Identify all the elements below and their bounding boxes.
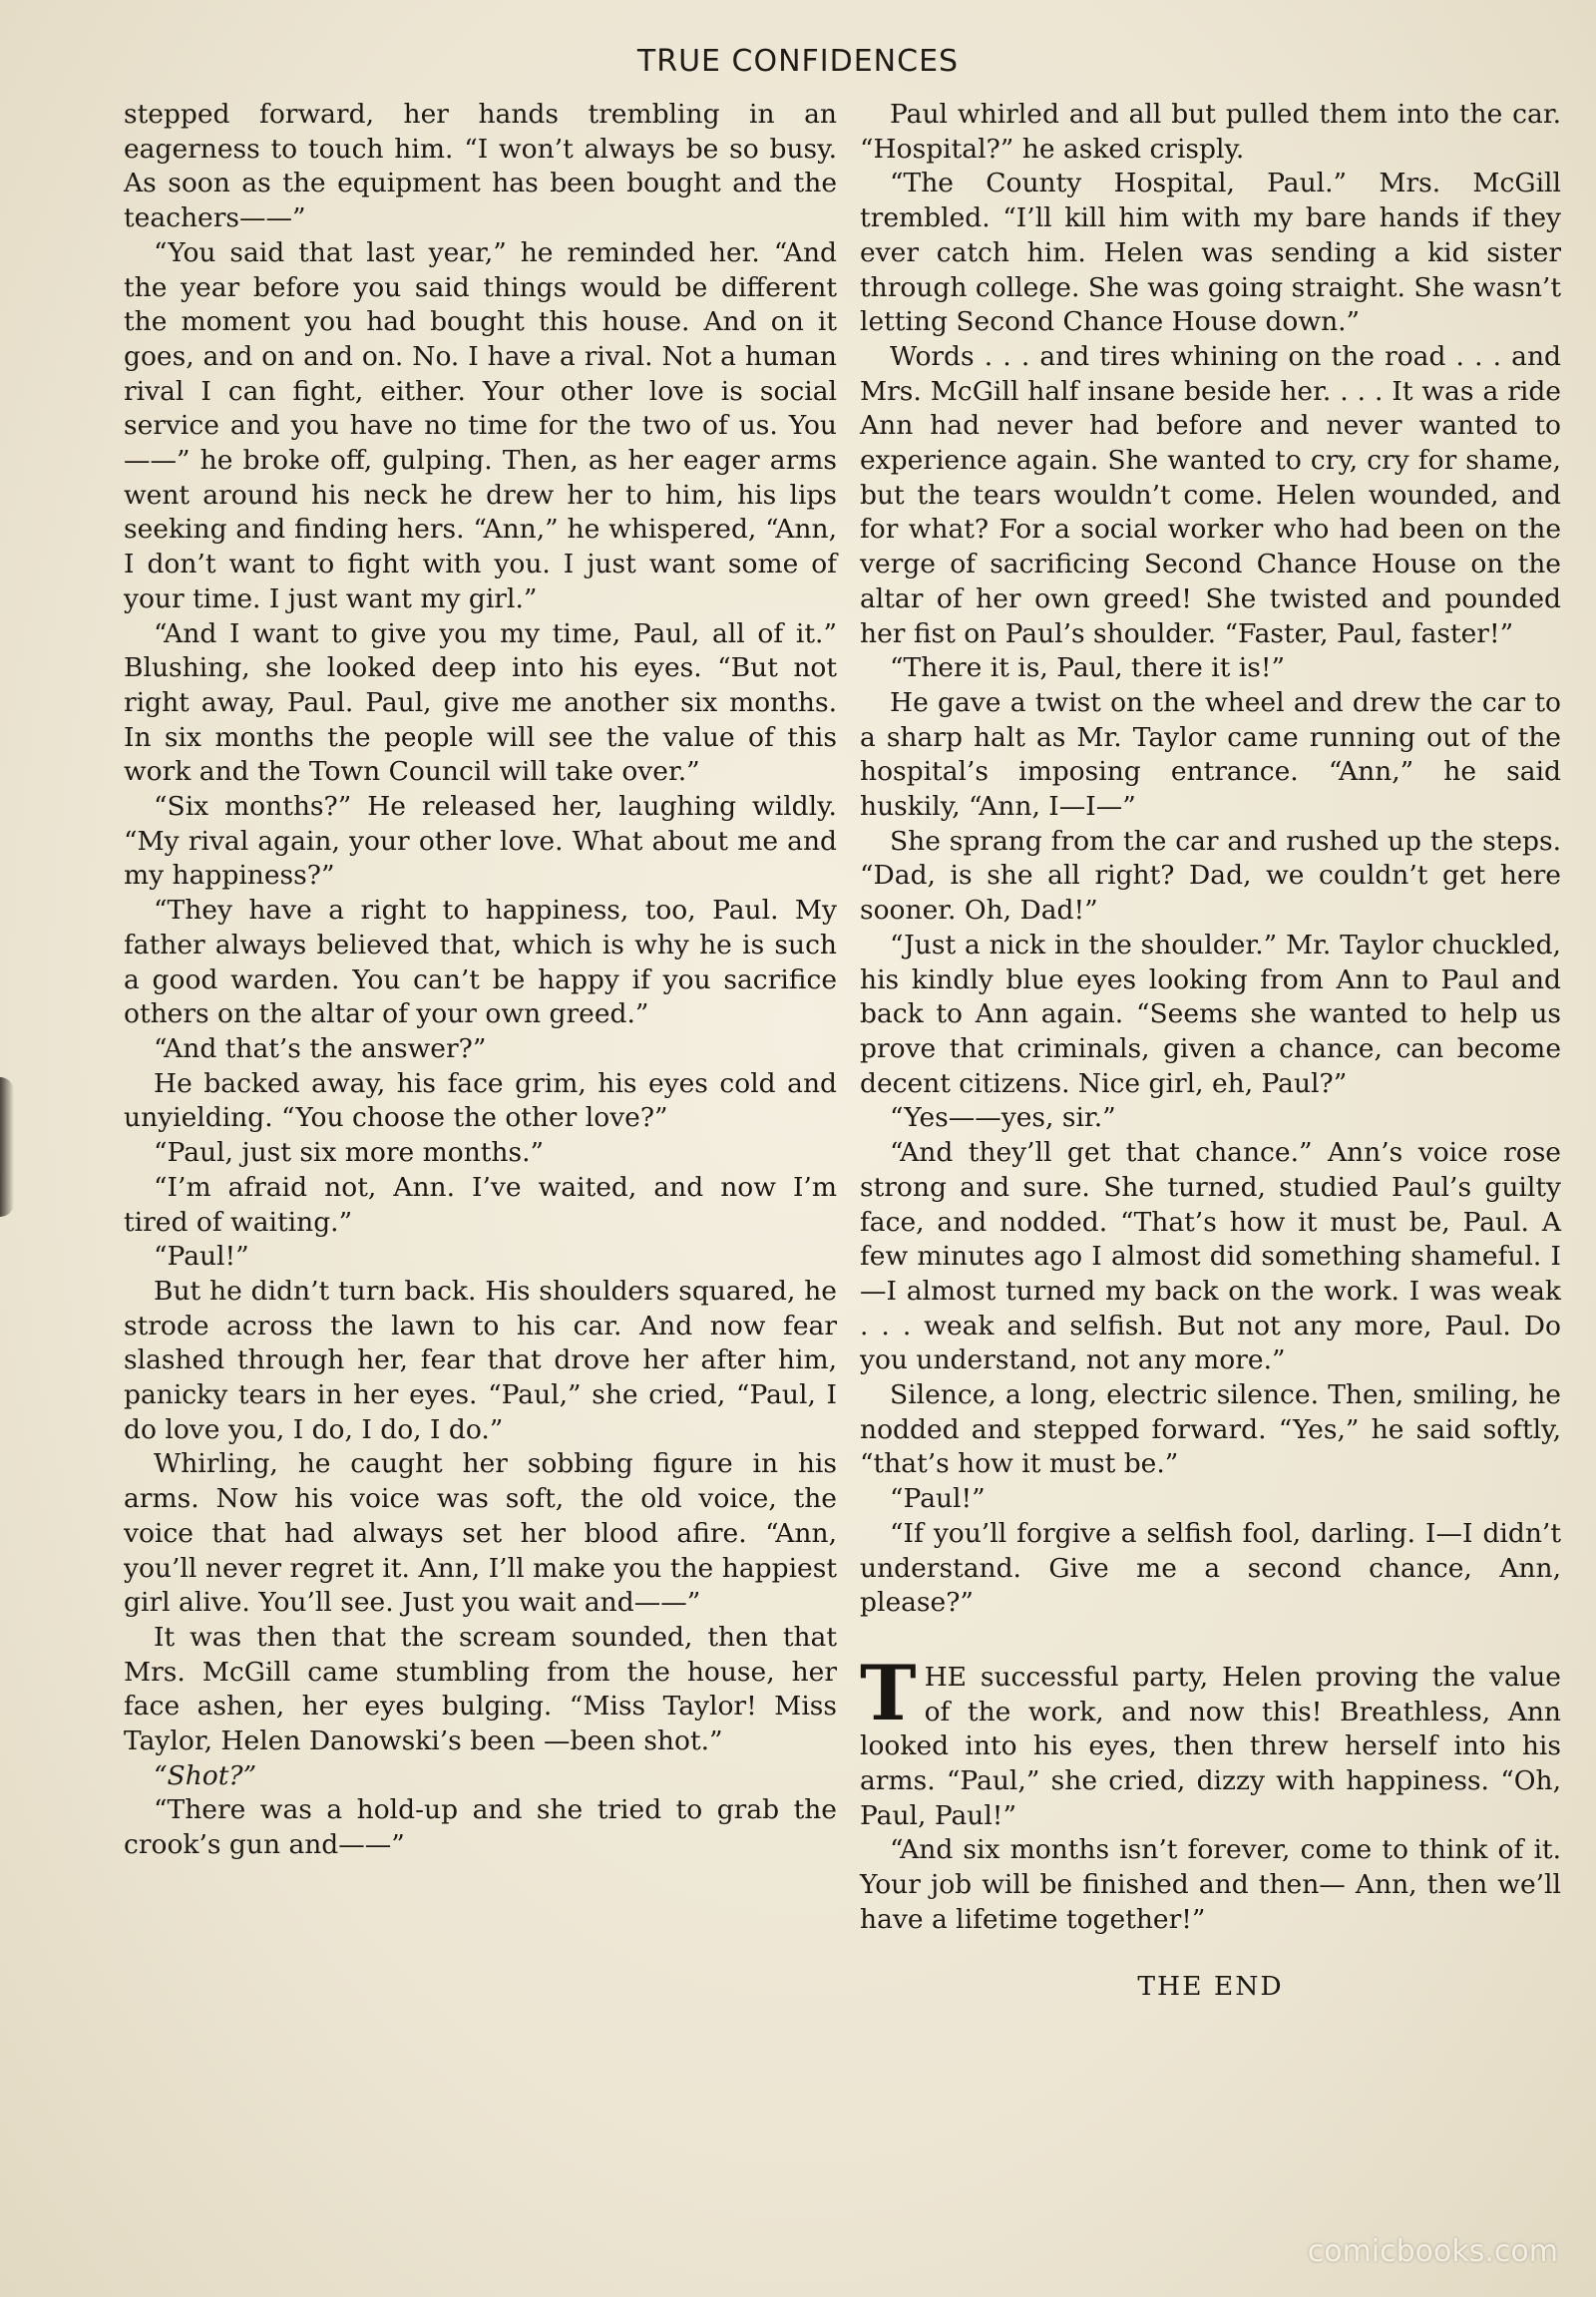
paragraph: Whirling, he caught her sobbing figure in his arms. Now his voice was soft, the old voice, the voice that had always set her blood afire. “Ann, you’ll never regret it. Ann, I’ll make you the happiest girl alive. You’ll see. Just you wait and——”	[124, 1448, 837, 1619]
paragraph: “And I want to give you my time, Paul, all of it.” Blushing, she looked deep into his eyes. “But not right away, Paul. Paul, give me another six months. In six months the people will see the value of this work and the Town Council will take over.”	[124, 617, 837, 788]
paragraph: She sprang from the car and rushed up the steps. “Dad, is she all right? Dad, we couldn’t get here sooner. Oh, Dad!”	[860, 825, 1561, 927]
paragraph: stepped forward, her hands trembling in an eagerness to touch him. “I won’t always be so busy. As soon as the equipment has been bought and the teachers——”	[124, 99, 837, 234]
dropcap-paragraph	[860, 1648, 1561, 1834]
right-column	[860, 98, 1561, 2004]
paragraph: “Paul!”	[154, 1241, 249, 1273]
paragraph: “Yes——yes, sir.”	[890, 1102, 1116, 1134]
closing-paragraph: “And six months isn’t forever, come to think of it. Your job will be finished and then— Ann, then we’ll have a lifetime together!”	[860, 1834, 1561, 1935]
paragraph: “There was a hold-up and she tried to grab the crook’s gun and——”	[124, 1794, 837, 1861]
paragraph: “Six months?” He released her, laughing wildly. “My rival again, your other love. What about me and my happiness?”	[124, 791, 837, 892]
paragraph: He backed away, his face grim, his eyes cold and unyielding. “You choose the other love?”	[124, 1067, 837, 1134]
paragraph: Words . . . and tires whining on the road . . . and Mrs. McGill half insane beside her. . . . It was a ride Ann had never had before and never wanted to experience again. She wanted to cry, cry for shame, but the tears wouldn’t come. Helen wounded, and for what? For a social worker who had been on the verge of sacrificing Second Chance House on the altar of her own greed! She twisted and pounded her fist on Paul’s shoulder. “Faster, Paul, faster!”	[860, 340, 1561, 649]
the-end-label: THE END	[1137, 1970, 1284, 2002]
paragraph: “The County Hospital, Paul.” Mrs. McGill trembled. “I’ll kill him with my bare hands if they ever catch him. Helen was sending a kid sister through college. She was going straight. She wasn’t letting Second Chance House down.”	[860, 168, 1561, 338]
paragraph: Silence, a long, electric silence. Then, smiling, he nodded and stepped forward. “Yes,” he said softly, “that’s how it must be.”	[860, 1379, 1561, 1480]
paragraph: Paul whirled and all but pulled them into the car. “Hospital?” he asked crisply.	[860, 99, 1561, 165]
paragraph: “Paul, just six more months.”	[154, 1137, 545, 1169]
paragraph: He gave a twist on the wheel and drew the car to a sharp halt as Mr. Taylor came running out of the hospital’s imposing entrance. “Ann,” he said huskily, “Ann, I—I—”	[860, 686, 1561, 823]
paragraph: “Just a nick in the shoulder.” Mr. Taylor chuckled, his kindly blue eyes looking from Ann to Paul and back to Ann again. “Seems she wanted to help us prove that criminals, given a chance, can become decent citizens. Nice girl, eh, Paul?”	[860, 929, 1561, 1099]
paragraph: “You said that last year,” he reminded her. “And the year before you said things would be different the moment you had bought this house. And on it goes, and on and on. No. I have a rival. Not a human rival I can fight, either. Your other love is social service and you have no time for the two of us. You——” he broke off, gulping. Then, as her eager arms went around his neck he drew her to him, his lips seeking and finding hers. “Ann,” he whispered, “Ann, I don’t want to fight with you. I just want some of your time. I just want my girl.”	[124, 236, 837, 614]
paragraph: “There it is, Paul, there it is!”	[890, 652, 1286, 684]
paragraph: But he didn’t turn back. His shoulders squared, he strode across the lawn to his car. And now fear slashed through her, fear that drove her after him, panicky tears in her eyes. “Paul,” she cried, “Paul, I do love you, I do, I do, I do.”	[124, 1275, 837, 1445]
dropcap-paragraph-text: HE successful party, Helen proving the value of the work, and now this! Breathless, Ann looked into his eyes, then threw herself into his arms. “Paul,” she cried, dizzy with happiness. “Oh, Paul, Paul!”	[860, 1661, 1561, 1831]
paragraph: “Shot?”	[154, 1759, 257, 1791]
paragraph: It was then that the scream sounded, then that Mrs. McGill came stumbling from the house, her face ashen, her eyes bulging. “Miss Taylor! Miss Taylor, Helen Danowski’s been —been shot.”	[124, 1621, 837, 1757]
page-edge-shadow	[0, 1077, 14, 1217]
paragraph: “And they’ll get that chance.” Ann’s voice rose strong and sure. She turned, studied Paul’s guilty face, and nodded. “That’s how it must be, Paul. A few minutes ago I almost did something shameful. I—I almost turned my back on the work. I was weak . . . weak and selfish. But not any more, Paul. Do you understand, not any more.”	[860, 1137, 1561, 1376]
running-header: TRUE CONFIDENCES	[636, 44, 960, 79]
paragraph: “And that’s the answer?”	[154, 1032, 487, 1064]
paragraph: “They have a right to happiness, too, Paul. My father always believed that, which is why he is such a good warden. You can’t be happy if you sacrifice others on the altar of your own greed.”	[124, 895, 837, 1030]
watermark: comicbooks.com	[1307, 2234, 1558, 2269]
paragraph: “Paul!”	[890, 1483, 986, 1515]
left-column	[124, 98, 837, 1863]
paragraph: “If you’ll forgive a selfish fool, darling. I—I didn’t understand. Give me a second chance, Ann, please?”	[860, 1517, 1561, 1619]
paragraph: “I’m afraid not, Ann. I’ve waited, and now I’m tired of waiting.”	[124, 1171, 837, 1238]
drop-cap-letter: T	[860, 1648, 917, 1737]
